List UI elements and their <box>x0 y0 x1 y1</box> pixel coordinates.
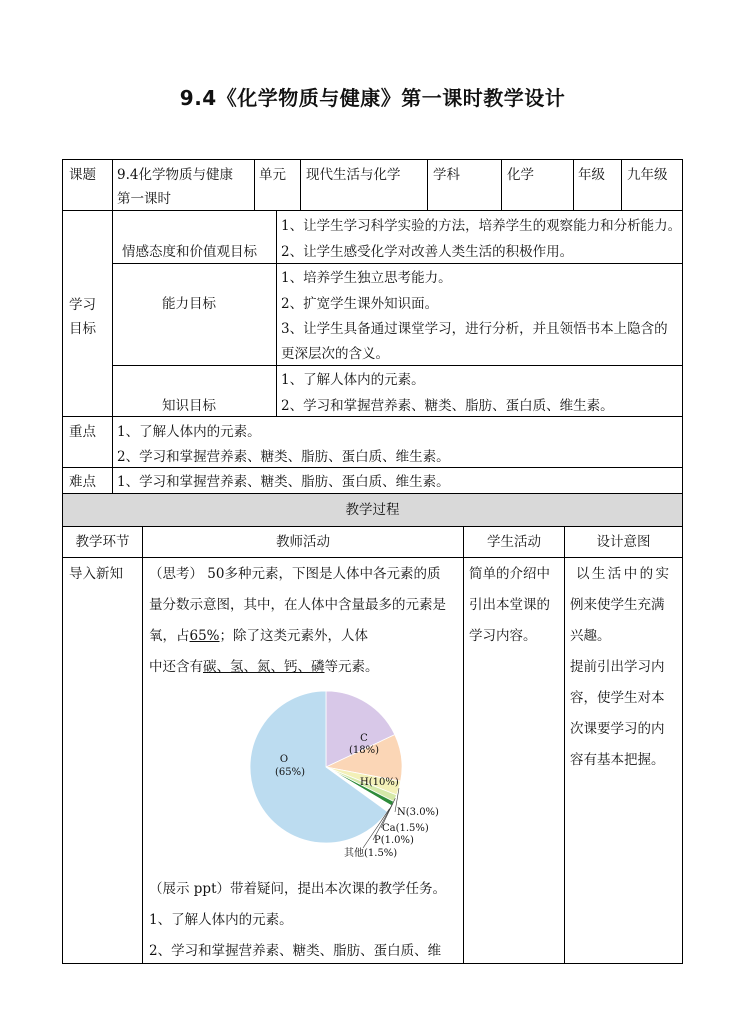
ability-objective-item: 更深层次的含义。 <box>281 346 389 362</box>
lesson-label: 课题 <box>69 167 96 183</box>
emotion-objective-label: 情感态度和价值观目标 <box>122 244 257 260</box>
ability-objective-item: 2、扩宽学生课外知识面。 <box>281 296 439 312</box>
ability-objective-item: 3、让学生具备通过课堂学习，进行分析，并且领悟书本上隐含的 <box>281 321 668 337</box>
col-intent-header: 设计意图 <box>596 534 651 550</box>
ability-objective-item: 1、培养学生独立思考能力。 <box>281 270 452 286</box>
intent-line: 容有基本把握。 <box>570 752 665 768</box>
student-line: 学习内容。 <box>469 628 537 644</box>
table-border <box>112 263 683 264</box>
knowledge-objective-item: 1、了解人体内的元素。 <box>281 372 425 388</box>
ability-objective-label: 能力目标 <box>162 296 216 312</box>
key-point-item: 1、了解人体内的元素。 <box>117 424 261 440</box>
label-c-pct: (18%) <box>348 745 380 756</box>
emotion-objective-item: 1、让学生学习科学实验的方法，培养学生的观察能力和分析能力。 <box>281 218 682 234</box>
intent-line: 兴趣。 <box>570 628 611 644</box>
label-h: H(10%) <box>360 777 399 788</box>
emotion-objective-item: 2、让学生感受化学对改善人类生活的积极作用。 <box>281 244 574 260</box>
col-student-header: 学生活动 <box>487 534 541 550</box>
intent-line: 例来使学生充满 <box>570 597 665 613</box>
table-border <box>564 526 565 964</box>
intent-line: 提前引出学习内 <box>570 659 665 675</box>
table-border <box>427 159 428 211</box>
table-border <box>62 493 683 494</box>
label-other: 其他(1.5%) <box>344 848 398 859</box>
lesson-value-line2: 第一课时 <box>117 191 171 207</box>
table-border <box>254 159 255 211</box>
label-ca: Ca(1.5%) <box>382 823 429 834</box>
col-stage-header: 教学环节 <box>75 534 130 550</box>
table-border <box>300 159 301 211</box>
table-border <box>62 467 683 468</box>
unit-label: 单元 <box>259 167 286 183</box>
table-border <box>501 159 502 211</box>
teacher-line <box>149 627 368 645</box>
student-line: 引出本堂课的 <box>469 597 550 613</box>
table-border <box>112 365 683 366</box>
grade-value: 九年级 <box>627 167 668 183</box>
teacher-line <box>149 658 379 676</box>
key-point-item: 2、学习和掌握营养素、糖类、脂肪、蛋白质、维生素。 <box>117 449 450 465</box>
subject-value: 化学 <box>507 167 534 183</box>
table-border <box>62 526 683 527</box>
unit-value: 现代生活与化学 <box>306 167 401 183</box>
table-border <box>682 159 683 964</box>
table-border <box>62 963 683 964</box>
teacher-text: 中还含有 <box>149 659 203 675</box>
teacher-line: 量分数示意图，其中，在人体中含量最多的元素是 <box>149 597 446 613</box>
teacher-text: 等元素。 <box>324 659 379 675</box>
teacher-line: （思考） 50多种元素，下图是人体中各元素的质 <box>149 566 441 582</box>
teacher-after-line: 2、学习和掌握营养素、糖类、脂肪、蛋白质、维 <box>149 943 442 959</box>
table-border <box>621 159 622 211</box>
pie-slices <box>250 691 402 843</box>
table-border <box>62 416 683 417</box>
col-teacher-header: 教师活动 <box>276 534 330 550</box>
difficulty-item: 1、学习和掌握营养素、糖类、脂肪、蛋白质、维生素。 <box>117 474 450 490</box>
table-border <box>573 159 574 211</box>
label-c: C <box>360 733 368 744</box>
table-border <box>142 526 143 964</box>
table-border <box>62 159 683 160</box>
objectives-label-line1: 学习 <box>69 297 96 313</box>
table-border <box>112 159 113 494</box>
lesson-value-line1: 9.4化学物质与健康 <box>117 167 233 183</box>
teacher-after-line: 1、了解人体内的元素。 <box>149 912 293 928</box>
teacher-text: 氧，占 <box>149 628 190 644</box>
label-o: O <box>279 754 289 765</box>
process-header: 教学过程 <box>345 502 400 518</box>
table-border <box>62 210 683 211</box>
key-points-label: 重点 <box>69 424 96 440</box>
table-border <box>62 159 63 964</box>
element-pie-chart <box>225 685 465 865</box>
student-line: 简单的介绍中 <box>469 566 550 582</box>
knowledge-objective-label: 知识目标 <box>162 398 216 414</box>
oxygen-percent: 65% <box>189 628 220 644</box>
label-o-pct: (65%) <box>274 767 306 778</box>
grade-label: 年级 <box>578 167 605 183</box>
difficulties-label: 难点 <box>69 474 96 490</box>
element-list: 碳、氢、氮、钙、磷 <box>203 659 325 675</box>
stage-name: 导入新知 <box>69 566 123 582</box>
intent-line: 次课要学习的内 <box>570 721 665 737</box>
subject-label: 学科 <box>433 167 460 183</box>
label-p: P(1.0%) <box>374 835 414 846</box>
knowledge-objective-item: 2、学习和掌握营养素、糖类、脂肪、蛋白质、维生素。 <box>281 398 614 414</box>
intent-line: 以生活中的实 <box>576 566 672 582</box>
table-border <box>62 557 683 558</box>
teacher-text: ；除了这类元素外，人体 <box>219 628 369 644</box>
label-n: N(3.0%) <box>397 807 439 818</box>
intent-line: 容，使学生对本 <box>570 690 665 706</box>
page-title: 9.4《化学物质与健康》第一课时教学设计 <box>179 86 566 110</box>
teacher-after-line: （展示 ppt）带着疑问，提出本次课的教学任务。 <box>149 881 446 897</box>
table-border <box>276 210 277 417</box>
objectives-label-line2: 目标 <box>69 321 96 337</box>
